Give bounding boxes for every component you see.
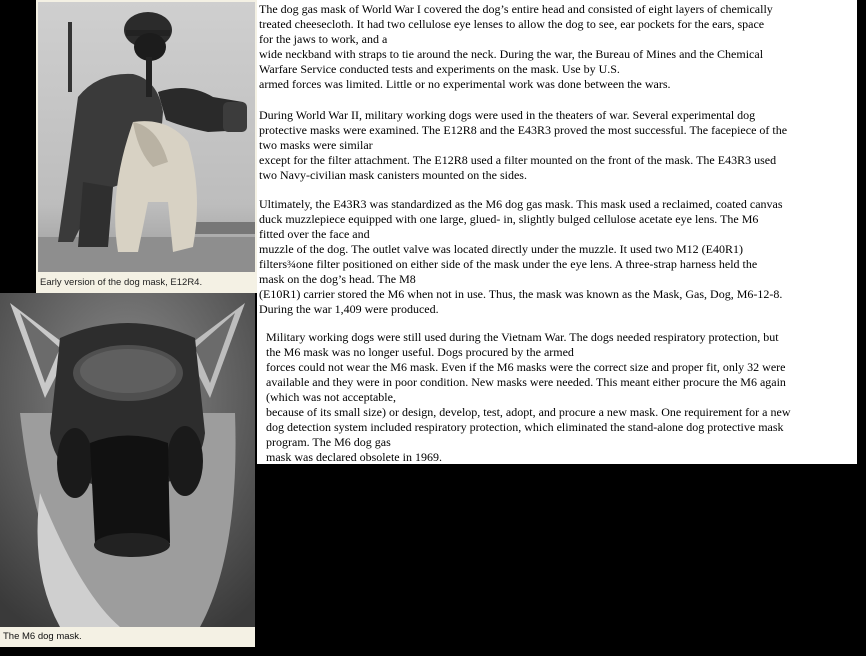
photo-e12r4-caption: Early version of the dog mask, E12R4. <box>40 277 203 288</box>
photo-e12r4-illustration <box>38 2 255 272</box>
paragraph-wwii-masks: During World War II, military working dogs were used in the theaters of war. Several experimental dog protective masks were examined. The E12R8 and the E43R3 proved the most successful. The facepiece of the two masks were similar except for the filter attachment. The E12R8 used a filter mounted on the front of the mask. The E43R3 used two Navy-civilian mask canisters mounted on the sides. <box>259 108 788 182</box>
paragraph-wwi-mask: The dog gas mask of World War I covered the dog’s entire head and consisted of eight layers of chemically treated cheesecloth. It had two cellulose eye lenses to allow the dog to see, ear pockets for the ears, space for the jaws to work, and a wide neckband with straps to tie around the neck. During the war, the Bureau of Mines and the Chemical Warfare Service conducted tests and experiments on the mask. Use by U.S. armed forces was limited. Little or no experimental work was done between the wars. <box>259 2 773 91</box>
photo-e12r4-frame <box>36 0 257 293</box>
photo-m6-illustration <box>0 293 255 627</box>
photo-soldier-with-dog-in-mask <box>38 2 255 272</box>
photo-m6-caption: The M6 dog mask. <box>3 631 82 642</box>
photo-dog-wearing-m6-mask <box>0 293 255 627</box>
article-text-panel <box>257 0 857 464</box>
photo-m6-frame <box>0 293 255 647</box>
paragraph-vietnam-war: Military working dogs were still used during the Vietnam War. The dogs needed respiratory protection, but the M6 mask was no longer useful. Dogs procured by the armed forces could not wear the M6 mask. Even if the M6 masks were the correct size and proper fit, only 32 were available and they were in poor condition. New masks were needed. This meant either procure the M6 again (which was not acceptable, because of its small size) or design, develop, test, adopt, and procure a new mask. One requirement for a new dog detection system included respiratory protection, which eliminated the stand-alone dog protective mask program. The M6 dog gas mask was declared obsolete in 1969. <box>266 330 791 464</box>
paragraph-m6-standardized: Ultimately, the E43R3 was standardized as the M6 dog gas mask. This mask used a reclaimed, coated canvas duck muzzlepiece equipped with one large, glued- in, slightly bulged cellulose acetate eye lens. The M6 fitted over the face and muzzle of the dog. The outlet valve was located directly under the muzzle. It used two M12 (E40R1) filters¾one filter positioned on either side of the mask under the eye lens. A three-strap harness held the mask on the dog’s head. The M8 (E10R1) carrier stored the M6 when not in use. Thus, the mask was known as the Mask, Gas, Dog, M6-12-8. During the war 1,409 were produced. <box>259 197 783 316</box>
